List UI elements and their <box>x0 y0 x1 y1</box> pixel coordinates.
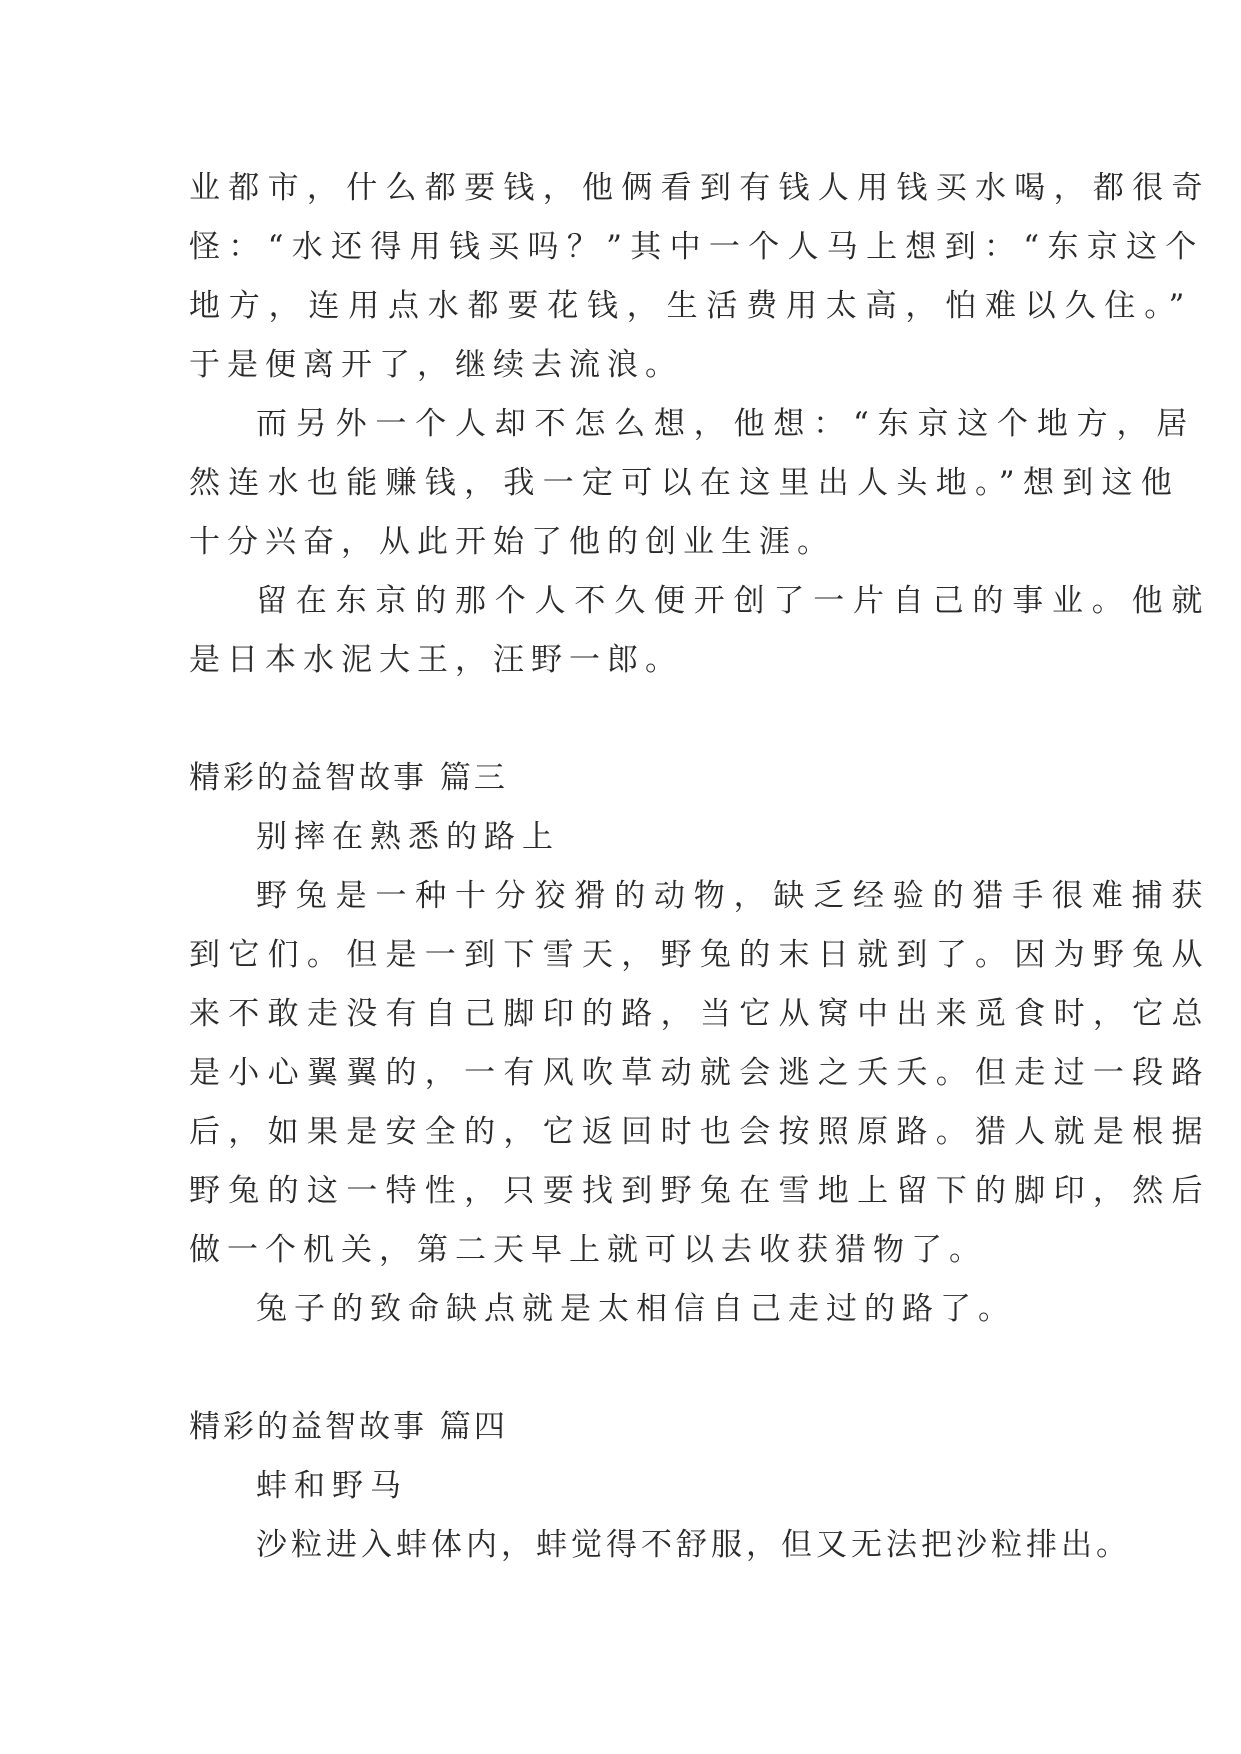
paragraph-line: 于是便离开了，继续去流浪。 <box>189 347 683 383</box>
paragraph-line: 留在东京的那个人不久便开创了一片自己的事业。他就 <box>256 583 1212 619</box>
paragraph-line: 而另外一个人却不怎么想，他想：“东京这个地方，居 <box>256 406 1197 442</box>
paragraph-line: 地方，连用点水都要花钱，生活费用太高，怕难以久住。” <box>189 288 1194 324</box>
paragraph-line: 兔子的致命缺点就是太相信自己走过的路了。 <box>256 1291 1016 1327</box>
paragraph-line: 野兔是一种十分狡猾的动物，缺乏经验的猎手很难捕获 <box>256 878 1212 914</box>
paragraph-line: 是日本水泥大王，汪野一郎。 <box>189 642 683 678</box>
paragraph-line: 业都市，什么都要钱，他俩看到有钱人用钱买水喝，都很奇 <box>189 170 1211 206</box>
paragraph-line: 到它们。但是一到下雪天，野兔的末日就到了。因为野兔从 <box>189 937 1211 973</box>
story-title: 蚌和野马 <box>256 1468 408 1504</box>
paragraph-line: 是小心翼翼的，一有风吹草动就会逃之夭夭。但走过一段路 <box>189 1055 1211 1091</box>
paragraph-line: 野兔的这一特性，只要找到野兔在雪地上留下的脚印，然后 <box>189 1173 1211 1209</box>
paragraph-line: 怪：“水还得用钱买吗？”其中一个人马上想到：“东京这个 <box>189 229 1205 265</box>
paragraph-line: 沙粒进入蚌体内，蚌觉得不舒服，但又无法把沙粒排出。 <box>256 1527 1131 1563</box>
paragraph-line: 后，如果是安全的，它返回时也会按照原路。猎人就是根据 <box>189 1114 1211 1150</box>
section-heading: 精彩的益智故事 篇四 <box>189 1409 508 1445</box>
section-heading: 精彩的益智故事 篇三 <box>189 760 508 796</box>
paragraph-line: 来不敢走没有自己脚印的路，当它从窝中出来觅食时，它总 <box>189 996 1211 1032</box>
paragraph-line: 然连水也能赚钱，我一定可以在这里出人头地。”想到这他 <box>189 465 1181 501</box>
paragraph-line: 十分兴奋，从此开始了他的创业生涯。 <box>189 524 835 560</box>
paragraph-line: 做一个机关，第二天早上就可以去收获猎物了。 <box>189 1232 987 1268</box>
story-title: 别摔在熟悉的路上 <box>256 819 560 855</box>
